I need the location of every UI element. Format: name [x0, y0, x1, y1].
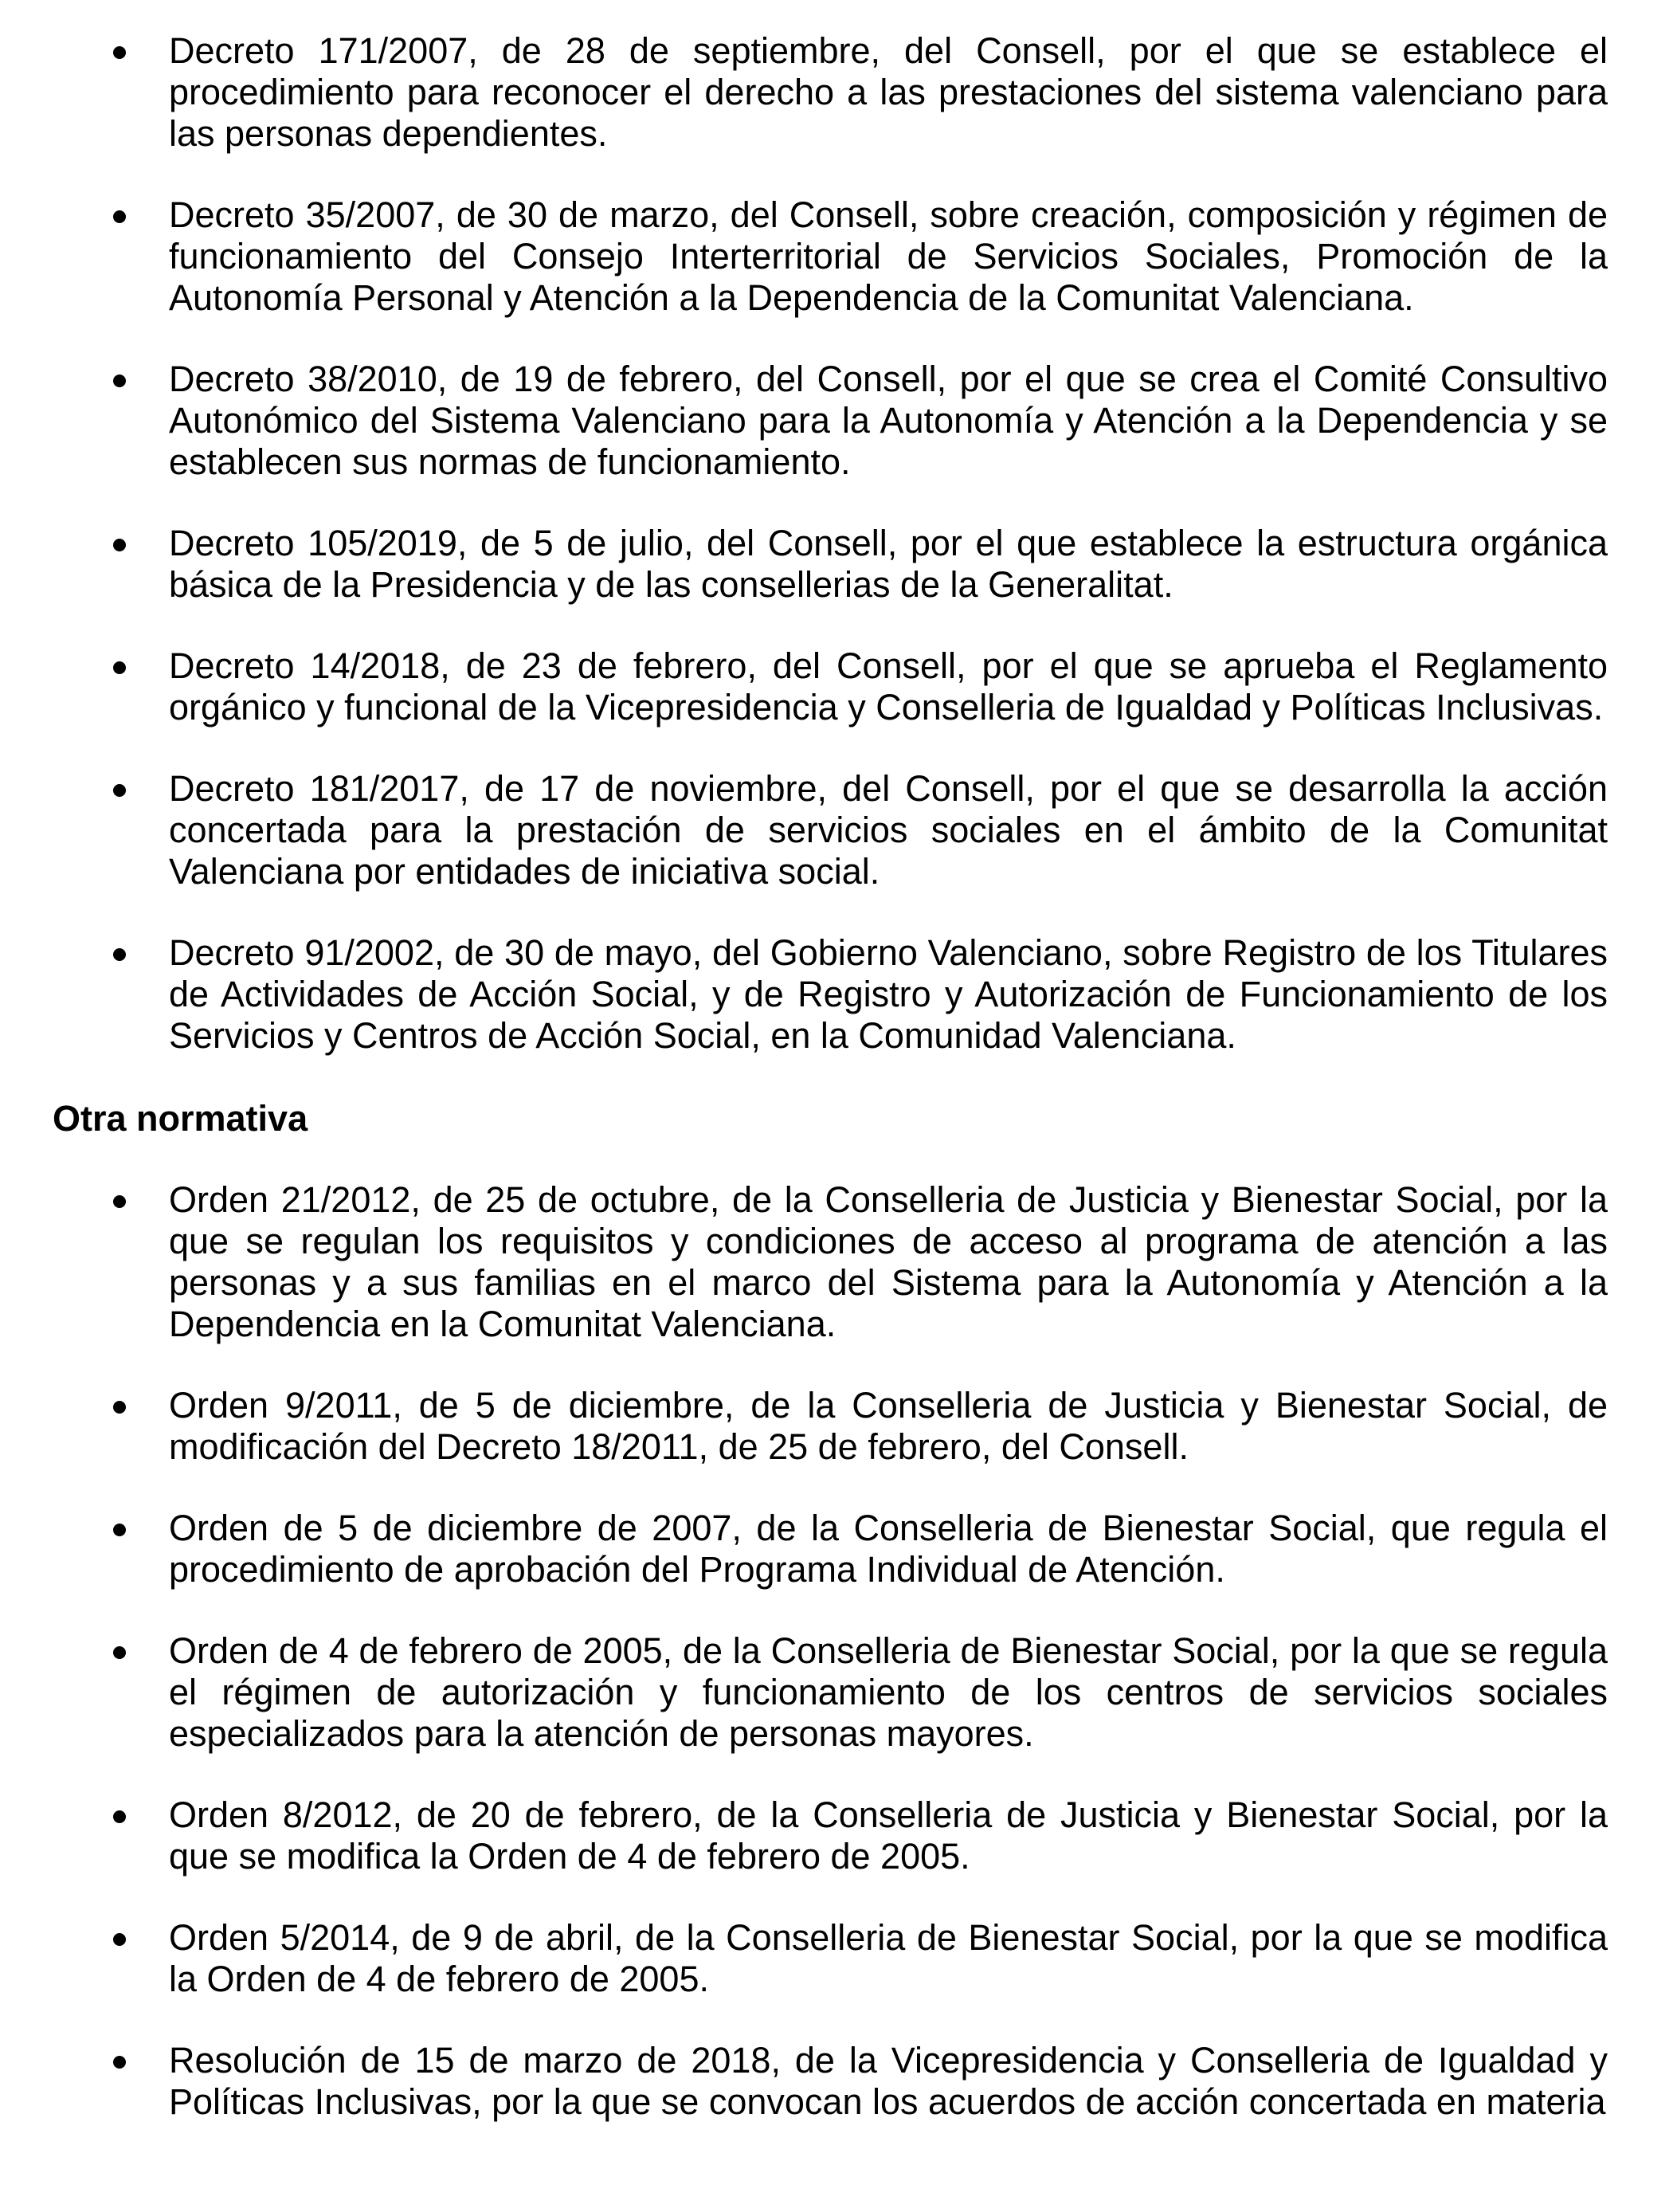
bullet-icon — [113, 1810, 126, 1823]
section-heading: Otra normativa — [53, 1098, 308, 1139]
bullet-icon — [113, 948, 126, 961]
bullet-icon — [113, 210, 126, 223]
list-item-text: Decreto 105/2019, de 5 de julio, del Consell, por el que establece la estructura orgánica básica de la Presidencia y de las consellerias de la Generalitat. — [169, 523, 1608, 605]
list-item-text: Decreto 14/2018, de 23 de febrero, del Consell, por el que se aprueba el Reglamento orgánico y funcional de la Vicepresidencia y Conselleria de Igualdad y Políticas Inclusivas. — [169, 645, 1608, 728]
list-item-text: Orden 8/2012, de 20 de febrero, de la Conselleria de Justicia y Bienestar Social, por la que se modifica la Orden de 4 de febrero de 2005. — [169, 1794, 1608, 1877]
list-item-text: Decreto 38/2010, de 19 de febrero, del Consell, por el que se crea el Comité Consultivo Autonómico del Sistema Valenciano para la Autonomía y Atención a la Dependencia y se establecen sus normas de funcionamiento. — [169, 359, 1608, 482]
list-item-text: Orden de 4 de febrero de 2005, de la Conselleria de Bienestar Social, por la que se regula el régimen de autorización y funcionamiento de los centros de servicios sociales especializados para la atención de personas mayores. — [169, 1630, 1608, 1754]
bullet-icon — [113, 661, 126, 674]
list-item-text: Orden 21/2012, de 25 de octubre, de la Conselleria de Justicia y Bienestar Social, por la que se regulan los requisitos y condiciones de acceso al programa de atención a las personas y a sus familias en el marco del Sistema para la Autonomía y Atención a la Dependencia en la Comunitat Valenciana. — [169, 1179, 1608, 1344]
bullet-icon — [113, 46, 126, 59]
list-item-text: Orden 9/2011, de 5 de diciembre, de la Conselleria de Justicia y Bienestar Social, de modificación del Decreto 18/2011, de 25 de febrero, del Consell. — [169, 1385, 1608, 1467]
list-item-text: Resolución de 15 de marzo de 2018, de la Vicepresidencia y Conselleria de Igualdad y Políticas Inclusivas, por la que se convocan los acuerdos de acción concertada en materia — [169, 2040, 1608, 2122]
list-item-text: Decreto 171/2007, de 28 de septiembre, del Consell, por el que se establece el procedimiento para reconocer el derecho a las prestaciones del sistema valenciano para las personas dependientes. — [169, 30, 1608, 154]
bullet-icon — [113, 1646, 126, 1659]
list-item-text: Orden de 5 de diciembre de 2007, de la Conselleria de Bienestar Social, que regula el procedimiento de aprobación del Programa Individual de Atención. — [169, 1508, 1608, 1590]
list-item-text: Decreto 181/2017, de 17 de noviembre, del Consell, por el que se desarrolla la acción concertada para la prestación de servicios sociales en el ámbito de la Comunitat Valenciana por entidades de iniciativa social. — [169, 768, 1608, 892]
bullet-icon — [113, 1195, 126, 1208]
bullet-icon — [113, 375, 126, 387]
bullet-icon — [113, 539, 126, 551]
list-item-text: Decreto 35/2007, de 30 de marzo, del Consell, sobre creación, composición y régimen de funcionamiento del Consejo Interterritorial de Servicios Sociales, Promoción de la Autonomía Personal y Atención a la Dependencia de la Comunitat Valenciana. — [169, 194, 1608, 318]
list-item-text: Orden 5/2014, de 9 de abril, de la Conselleria de Bienestar Social, por la que se modifica la Orden de 4 de febrero de 2005. — [169, 1917, 1608, 1999]
bullet-icon — [113, 1401, 126, 1414]
bullet-icon — [113, 2056, 126, 2069]
bullet-icon — [113, 1524, 126, 1536]
list-item-text: Decreto 91/2002, de 30 de mayo, del Gobierno Valenciano, sobre Registro de los Titulares de Actividades de Acción Social, y de Registro y Autorización de Funcionamiento de los Servicios y Centros de Acción Social, en la Comunidad Valenciana. — [169, 932, 1608, 1056]
bullet-icon — [113, 1933, 126, 1946]
bullet-icon — [113, 784, 126, 797]
